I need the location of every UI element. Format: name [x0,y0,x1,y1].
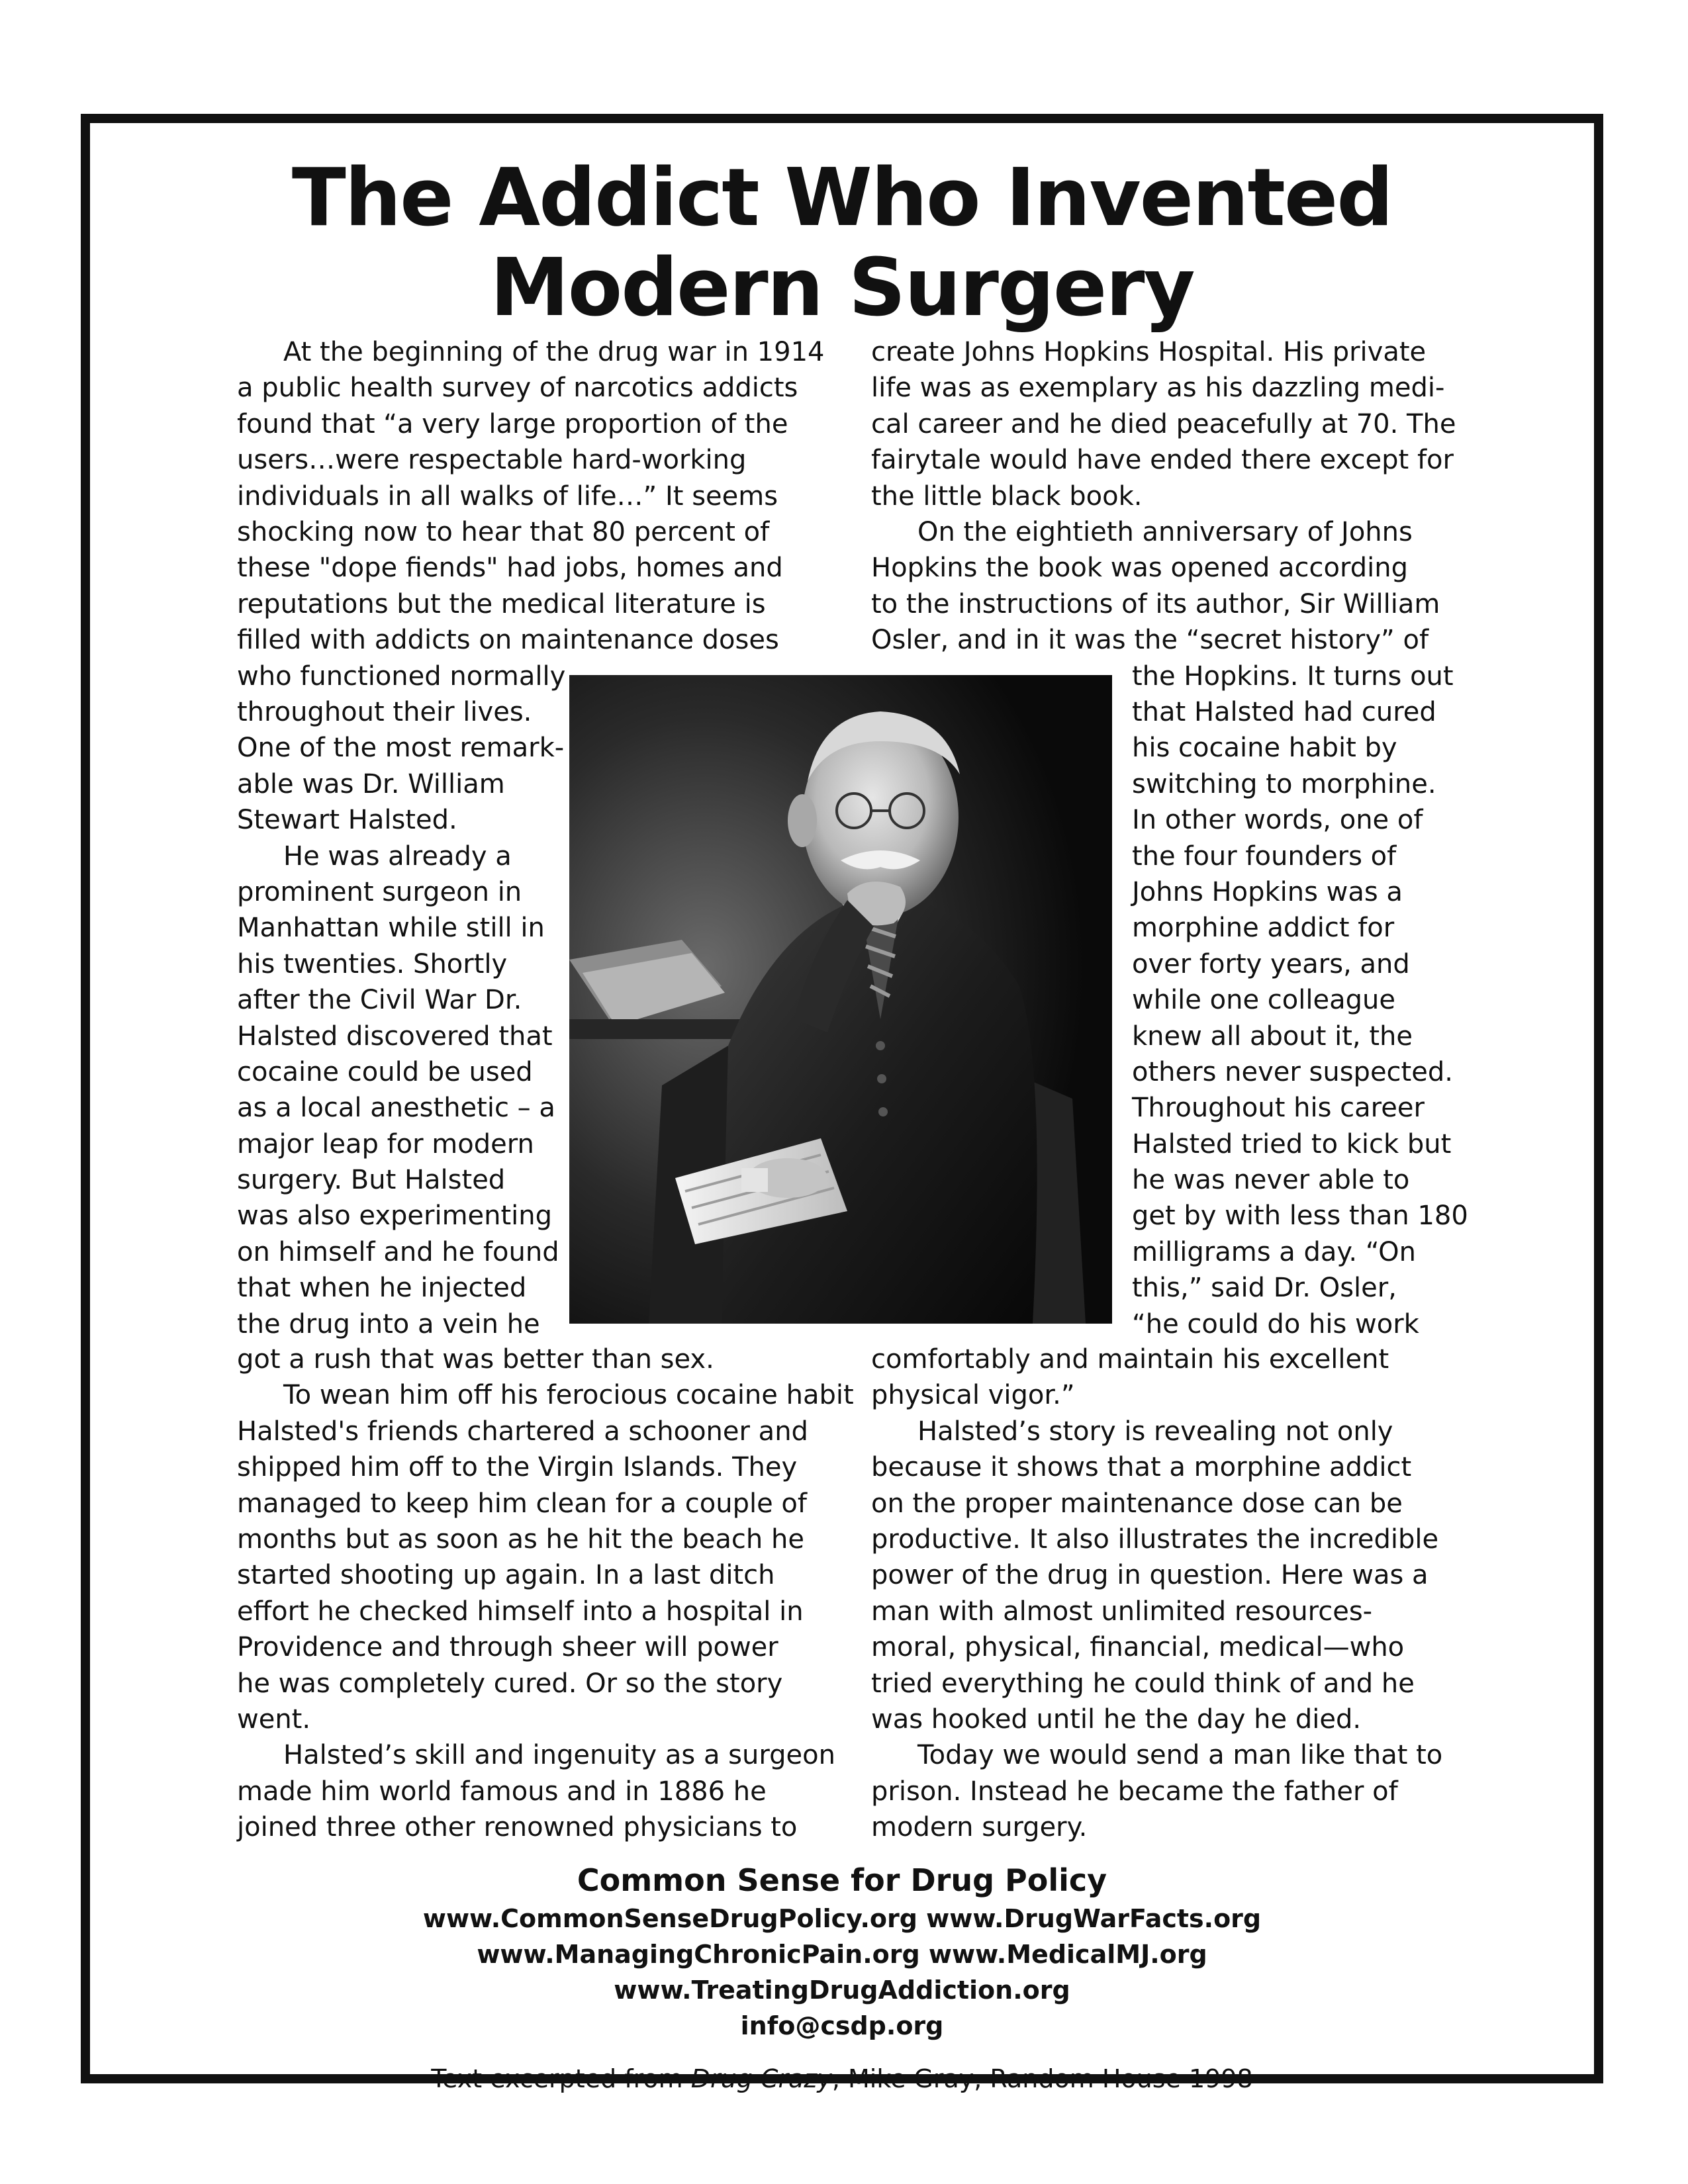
text-line: he was never able to [1132,1165,1410,1196]
text-line: cal career and he died peacefully at 70. The [871,408,1456,439]
title-line-2: Modern Surgery [490,242,1194,334]
shirt-cuff [741,1168,768,1192]
text-line: Today we would send a man like that to [917,1740,1443,1771]
text-line: Halsted’s skill and ingenuity as a surgeon [283,1740,835,1771]
text-line: Manhattan while still in [237,913,545,944]
text-line: while one colleague [1132,985,1395,1016]
text-line: prison. Instead he became the father of [871,1776,1398,1807]
text-line: joined three other renowned physicians to [237,1812,798,1843]
right-column-bottom [871,1342,1454,1845]
text-line: cocaine could be used [237,1056,533,1087]
text-line: filled with addicts on maintenance doses [237,625,779,656]
text-line: Throughout his career [1132,1093,1425,1124]
text-line: moral, physical, financial, medical—who [871,1632,1405,1663]
text-line: others never suspected. [1132,1056,1453,1087]
text-line: Halsted tried to kick but [1132,1128,1452,1160]
text-line: Halsted discovered that [237,1021,553,1052]
organization-name: Common Sense for Drug Policy [577,1862,1107,1898]
text-line: life was as exemplary as his dazzling medi- [871,373,1445,404]
text-line: because it shows that a morphine addict [871,1452,1412,1483]
text-line: Halsted's friends chartered a schooner and [237,1416,808,1447]
ear [788,794,817,847]
credit-book-title: Drug Crazy [690,2064,832,2093]
left-column-top [237,334,825,659]
text-line: create Johns Hopkins Hospital. His private [871,337,1427,367]
text-line: as a local anesthetic – a [237,1093,555,1124]
text-line: the four founders of [1132,841,1397,872]
text-line: fairytale would have ended there except for [871,445,1454,476]
left-column-wrap [237,659,566,1342]
text-line: productive. It also illustrates the incredible [871,1524,1439,1555]
text-line: modern surgery. [871,1812,1088,1843]
source-credit [81,2061,1603,2097]
text-line: milligrams a day. “On [1132,1236,1416,1267]
title-line-1: The Addict Who Invented [291,152,1393,244]
text-line: managed to keep him clean for a couple of [237,1488,807,1519]
text-line: He was already a [283,841,512,872]
text-line: that Halsted had cured [1132,696,1436,727]
text-line: physical vigor.” [871,1380,1075,1411]
text-line: his twenties. Shortly [237,948,508,979]
text-line: tried everything he could think of and he [871,1668,1415,1699]
text-line: got a rush that was better than sex. [237,1344,714,1375]
text-line: One of the most remark- [237,733,565,764]
vest-button [877,1074,886,1083]
text-line: started shooting up again. In a last ditch [237,1560,775,1591]
text-line: Johns Hopkins was a [1132,876,1403,907]
text-line: this,” said Dr. Osler, [1132,1273,1397,1304]
text-line: knew all about it, the [1132,1021,1413,1052]
text-line: able was Dr. William [237,768,505,799]
text-line: On the eightieth anniversary of Johns [917,516,1413,547]
credit-suffix: , Mike Gray, Random House 1998 [831,2064,1253,2093]
text-line: the drug into a vein he [237,1308,540,1340]
text-line: Providence and through sheer will power [237,1632,778,1663]
text-line: was hooked until he the day he died. [871,1704,1362,1735]
text-line: users…were respectable hard-working [237,445,747,476]
website-link-treating-drug-addiction[interactable]: www.TreatingDrugAddiction.org [614,1976,1070,2005]
text-line: Stewart Halsted. [237,805,457,836]
text-line: to the instructions of its author, Sir William [871,588,1440,619]
website-links-row-1[interactable]: www.CommonSenseDrugPolicy.org www.DrugWarFacts.org [422,1904,1262,1933]
portrait-photo-icon [569,675,1112,1324]
text-line: he was completely cured. Or so the story [237,1668,783,1699]
email-link[interactable]: info@csdp.org [740,2011,944,2040]
text-line: was also experimenting [237,1201,553,1232]
text-line: Halsted’s story is revealing not only [917,1416,1393,1447]
text-line: found that “a very large proportion of the [237,408,788,439]
right-column-top [871,334,1454,659]
text-line: the Hopkins. It turns out [1132,660,1454,692]
text-line: made him world famous and in 1886 he [237,1776,767,1807]
text-line: prominent surgeon in [237,876,522,907]
text-line: effort he checked himself into a hospital in [237,1596,804,1627]
text-line: get by with less than 180 [1132,1201,1468,1232]
text-line: morphine addict for [1132,913,1395,944]
credit-prefix: Text excerpted from [431,2064,691,2093]
text-line: on the proper maintenance dose can be [871,1488,1403,1519]
text-line: his cocaine habit by [1132,733,1397,764]
text-line: shocking now to hear that 80 percent of [237,516,770,547]
text-line: To wean him off his ferocious cocaine habit [283,1380,854,1411]
right-column-wrap [1132,659,1468,1342]
text-line: after the Civil War Dr. [237,985,522,1016]
portrait-illustration [569,675,1112,1324]
text-line: In other words, one of [1132,805,1423,836]
text-line: a public health survey of narcotics addicts [237,373,798,404]
vest-button [878,1107,888,1116]
text-line: At the beginning of the drug war in 1914 [283,337,825,367]
text-line: throughout their lives. [237,696,532,727]
text-line: “he could do his work [1132,1308,1419,1340]
text-line: that when he injected [237,1273,527,1304]
left-column-bottom [237,1342,854,1845]
text-line: the little black book. [871,480,1143,512]
text-line: comfortably and maintain his excellent [871,1344,1389,1375]
website-links-row-2[interactable]: www.ManagingChronicPain.org www.MedicalMJ.org [477,1940,1207,1969]
text-line: went. [237,1704,311,1735]
text-line: switching to morphine. [1132,768,1436,799]
vest-button [876,1041,885,1050]
text-line: these "dope fiends" had jobs, homes and [237,553,783,584]
article-title [81,154,1603,334]
text-line: man with almost unlimited resources- [871,1596,1373,1627]
text-line: who functioned normally [237,660,566,692]
text-line: Hopkins the book was opened according [871,553,1408,584]
text-line: Osler, and in it was the “secret history” of [871,625,1429,656]
text-line: surgery. But Halsted [237,1165,506,1196]
text-line: power of the drug in question. Here was a [871,1560,1429,1591]
text-line: over forty years, and [1132,948,1410,979]
text-line: reputations but the medical literature is [237,588,766,619]
text-line: shipped him off to the Virgin Islands. They [237,1452,798,1483]
text-line: on himself and he found [237,1236,559,1267]
desk-edge [569,1019,741,1039]
text-line: months but as soon as he hit the beach he [237,1524,804,1555]
footer [81,1860,1603,2097]
text-line: individuals in all walks of life…” It seems [237,480,778,512]
text-line: major leap for modern [237,1128,534,1160]
